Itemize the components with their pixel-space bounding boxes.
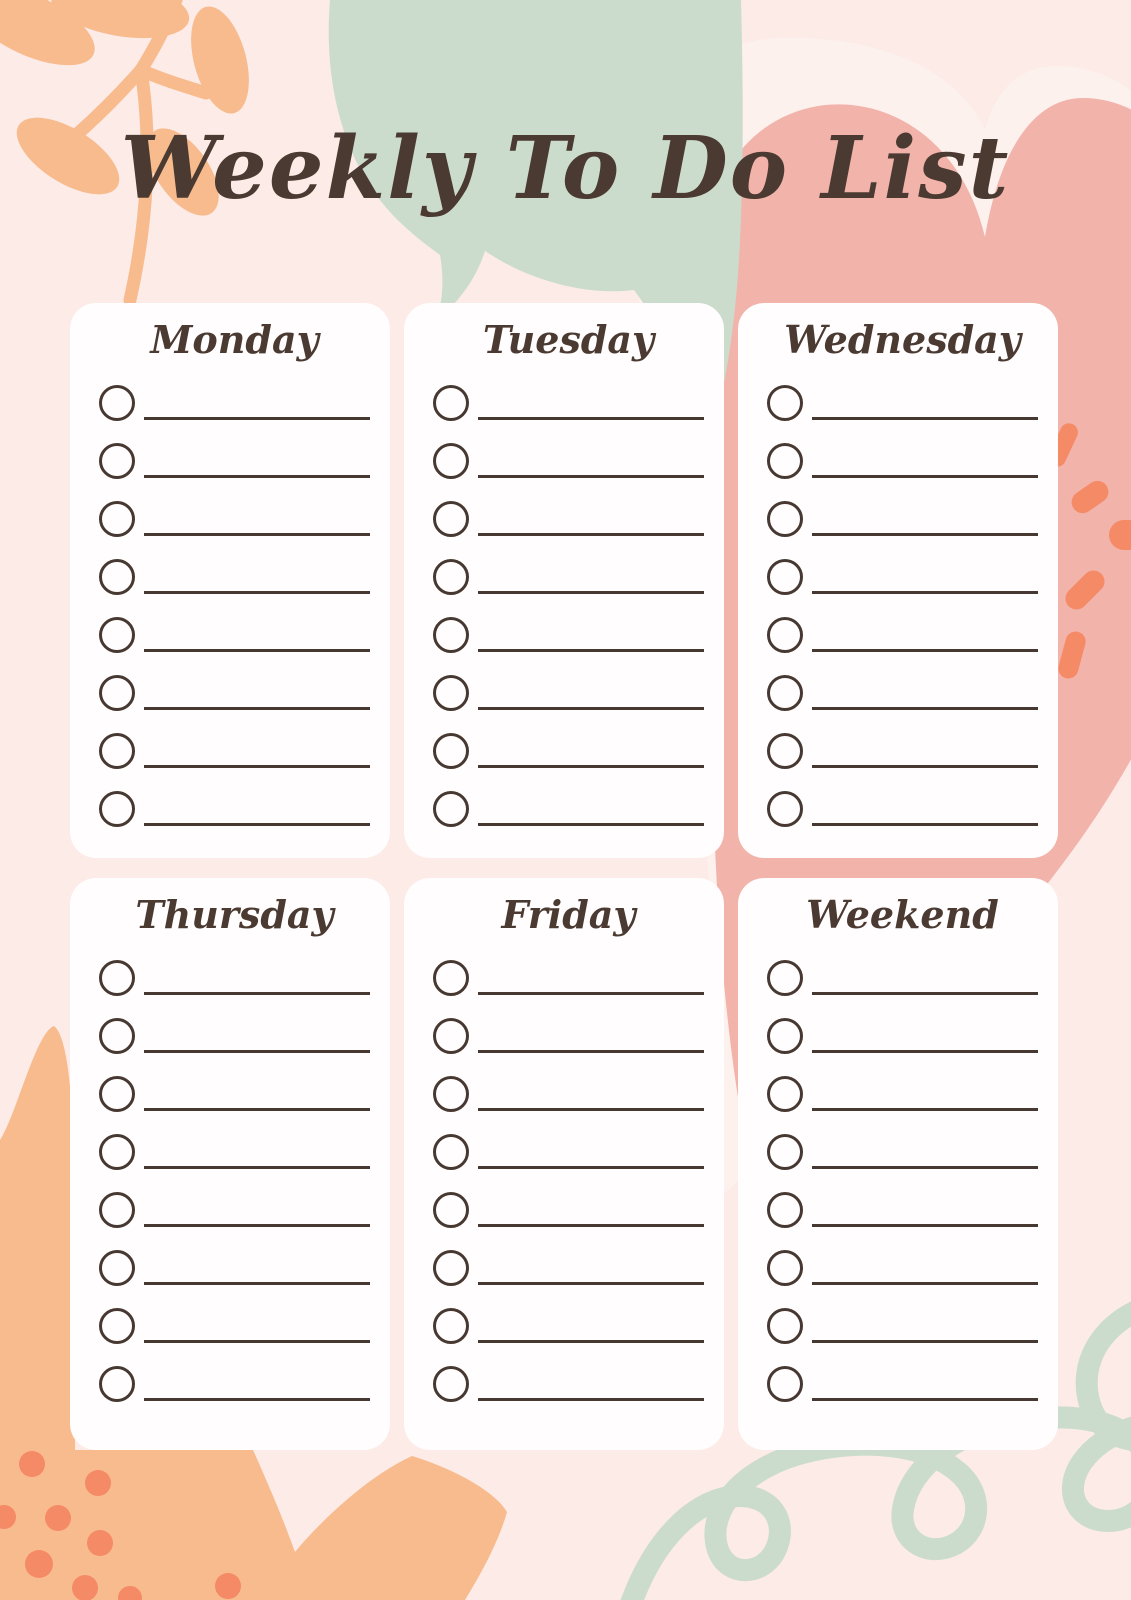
checkbox-circle-icon[interactable] [767, 617, 803, 653]
blank-write-line[interactable] [812, 417, 1038, 420]
checkbox-circle-icon[interactable] [433, 1366, 469, 1402]
card-friday [404, 878, 724, 1450]
blank-write-line[interactable] [478, 1340, 704, 1343]
checkbox-circle-icon[interactable] [99, 1018, 135, 1054]
todo-row [433, 653, 704, 711]
blank-write-line[interactable] [812, 649, 1038, 652]
todo-row [433, 938, 704, 996]
checkbox-circle-icon[interactable] [767, 960, 803, 996]
checkbox-circle-icon[interactable] [433, 443, 469, 479]
checkbox-circle-icon[interactable] [99, 675, 135, 711]
blank-write-line[interactable] [144, 475, 370, 478]
todo-row [99, 769, 370, 827]
checkbox-circle-icon[interactable] [99, 960, 135, 996]
blank-write-line[interactable] [812, 475, 1038, 478]
todo-row [433, 769, 704, 827]
blank-write-line[interactable] [812, 707, 1038, 710]
todo-row [99, 1054, 370, 1112]
checkbox-circle-icon[interactable] [433, 733, 469, 769]
card-thursday [70, 878, 390, 1450]
blank-write-line[interactable] [812, 1050, 1038, 1053]
blank-write-line[interactable] [478, 1224, 704, 1227]
todo-row [767, 479, 1038, 537]
todo-row [99, 595, 370, 653]
checkbox-circle-icon[interactable] [767, 1076, 803, 1112]
checkbox-circle-icon[interactable] [433, 960, 469, 996]
todo-row [433, 1170, 704, 1228]
blank-write-line[interactable] [144, 591, 370, 594]
blank-write-line[interactable] [812, 1398, 1038, 1401]
blank-write-line[interactable] [478, 765, 704, 768]
blank-write-line[interactable] [144, 649, 370, 652]
blank-write-line[interactable] [478, 1050, 704, 1053]
checkbox-circle-icon[interactable] [433, 617, 469, 653]
page-title: Weekly To Do List [120, 118, 1011, 219]
checkbox-circle-icon[interactable] [99, 1308, 135, 1344]
card-header-friday: Friday [501, 892, 636, 937]
todo-row [99, 938, 370, 996]
blank-write-line[interactable] [144, 1108, 370, 1111]
todo-row [767, 1344, 1038, 1402]
checkbox-circle-icon[interactable] [433, 791, 469, 827]
blank-write-line[interactable] [812, 1108, 1038, 1111]
todo-row [767, 595, 1038, 653]
todo-row [433, 1286, 704, 1344]
checkbox-circle-icon[interactable] [433, 559, 469, 595]
card-header-weekend: Weekend [806, 892, 999, 937]
blank-write-line[interactable] [144, 533, 370, 536]
blank-write-line[interactable] [144, 1050, 370, 1053]
blank-write-line[interactable] [144, 1282, 370, 1285]
blank-write-line[interactable] [144, 992, 370, 995]
card-header-monday: Monday [150, 317, 319, 362]
blank-write-line[interactable] [812, 1340, 1038, 1343]
todo-row [767, 363, 1038, 421]
checkbox-circle-icon[interactable] [767, 1308, 803, 1344]
checkbox-circle-icon[interactable] [433, 675, 469, 711]
card-header-wednesday: Wednesday [784, 317, 1021, 362]
checkbox-circle-icon[interactable] [433, 1076, 469, 1112]
todo-row [433, 537, 704, 595]
checkbox-circle-icon[interactable] [99, 617, 135, 653]
blank-write-line[interactable] [812, 1282, 1038, 1285]
todo-row [433, 1054, 704, 1112]
blank-write-line[interactable] [812, 533, 1038, 536]
card-weekend [738, 878, 1058, 1450]
checkbox-circle-icon[interactable] [433, 501, 469, 537]
todo-row [767, 1286, 1038, 1344]
todo-row [433, 363, 704, 421]
checkbox-circle-icon[interactable] [99, 559, 135, 595]
blank-write-line[interactable] [478, 823, 704, 826]
checkbox-circle-icon[interactable] [99, 385, 135, 421]
blank-write-line[interactable] [478, 475, 704, 478]
todo-row [99, 653, 370, 711]
todo-row [433, 595, 704, 653]
todo-row [433, 1228, 704, 1286]
checkbox-circle-icon[interactable] [99, 501, 135, 537]
blank-write-line[interactable] [144, 1166, 370, 1169]
checkbox-circle-icon[interactable] [767, 1134, 803, 1170]
todo-rows [99, 363, 370, 827]
checkbox-circle-icon[interactable] [767, 443, 803, 479]
todo-row [433, 996, 704, 1054]
checkbox-circle-icon[interactable] [99, 1192, 135, 1228]
blank-write-line[interactable] [812, 765, 1038, 768]
todo-row [99, 479, 370, 537]
todo-row [767, 1112, 1038, 1170]
checkbox-circle-icon[interactable] [433, 1308, 469, 1344]
checkbox-circle-icon[interactable] [99, 1366, 135, 1402]
checkbox-circle-icon[interactable] [433, 1192, 469, 1228]
blank-write-line[interactable] [478, 1398, 704, 1401]
blank-write-line[interactable] [478, 992, 704, 995]
blank-write-line[interactable] [144, 417, 370, 420]
todo-row [767, 537, 1038, 595]
todo-row [767, 1228, 1038, 1286]
todo-row [99, 1170, 370, 1228]
blank-write-line[interactable] [812, 1224, 1038, 1227]
checkbox-circle-icon[interactable] [767, 1192, 803, 1228]
checkbox-circle-icon[interactable] [99, 443, 135, 479]
checkbox-circle-icon[interactable] [99, 1134, 135, 1170]
blank-write-line[interactable] [144, 707, 370, 710]
todo-rows [767, 363, 1038, 827]
blank-write-line[interactable] [144, 1224, 370, 1227]
blank-write-line[interactable] [478, 1108, 704, 1111]
blank-write-line[interactable] [812, 823, 1038, 826]
todo-rows [433, 938, 704, 1402]
todo-row [767, 653, 1038, 711]
todo-row [767, 938, 1038, 996]
checkbox-circle-icon[interactable] [767, 733, 803, 769]
checkbox-circle-icon[interactable] [99, 791, 135, 827]
todo-rows [767, 938, 1038, 1402]
card-header-tuesday: Tuesday [482, 317, 655, 362]
todo-row [99, 363, 370, 421]
todo-row [99, 711, 370, 769]
todo-row [767, 1170, 1038, 1228]
checkbox-circle-icon[interactable] [767, 1018, 803, 1054]
blank-write-line[interactable] [478, 591, 704, 594]
checkbox-circle-icon[interactable] [99, 1250, 135, 1286]
todo-row [767, 421, 1038, 479]
blank-write-line[interactable] [144, 1340, 370, 1343]
todo-row [99, 996, 370, 1054]
checkbox-circle-icon[interactable] [433, 385, 469, 421]
todo-row [99, 537, 370, 595]
todo-row [99, 1344, 370, 1402]
checkbox-circle-icon[interactable] [767, 1366, 803, 1402]
todo-row [99, 421, 370, 479]
todo-row [433, 1112, 704, 1170]
blank-write-line[interactable] [478, 417, 704, 420]
todo-row [767, 1054, 1038, 1112]
checkbox-circle-icon[interactable] [99, 733, 135, 769]
blank-write-line[interactable] [812, 591, 1038, 594]
blank-write-line[interactable] [144, 1398, 370, 1401]
todo-row [433, 711, 704, 769]
blank-write-line[interactable] [144, 765, 370, 768]
checkbox-circle-icon[interactable] [99, 1076, 135, 1112]
checkbox-circle-icon[interactable] [433, 1134, 469, 1170]
card-header-thursday: Thursday [135, 892, 334, 937]
blank-write-line[interactable] [478, 707, 704, 710]
card-monday [70, 303, 390, 858]
todo-row [767, 711, 1038, 769]
todo-row [433, 1344, 704, 1402]
card-wednesday [738, 303, 1058, 858]
blank-write-line[interactable] [144, 823, 370, 826]
todo-row [99, 1228, 370, 1286]
checkbox-circle-icon[interactable] [433, 1018, 469, 1054]
blank-write-line[interactable] [812, 992, 1038, 995]
todo-row [767, 769, 1038, 827]
checkbox-circle-icon[interactable] [767, 1250, 803, 1286]
blank-write-line[interactable] [812, 1166, 1038, 1169]
checkbox-circle-icon[interactable] [767, 559, 803, 595]
todo-rows [433, 363, 704, 827]
todo-row [433, 479, 704, 537]
blank-write-line[interactable] [478, 649, 704, 652]
card-tuesday [404, 303, 724, 858]
blank-write-line[interactable] [478, 1166, 704, 1169]
blank-write-line[interactable] [478, 1282, 704, 1285]
blank-write-line[interactable] [478, 533, 704, 536]
checkbox-circle-icon[interactable] [767, 675, 803, 711]
checkbox-circle-icon[interactable] [767, 791, 803, 827]
todo-row [433, 421, 704, 479]
todo-rows [99, 938, 370, 1402]
todo-row [99, 1286, 370, 1344]
todo-row [767, 996, 1038, 1054]
checkbox-circle-icon[interactable] [433, 1250, 469, 1286]
checkbox-circle-icon[interactable] [767, 385, 803, 421]
todo-row [99, 1112, 370, 1170]
checkbox-circle-icon[interactable] [767, 501, 803, 537]
